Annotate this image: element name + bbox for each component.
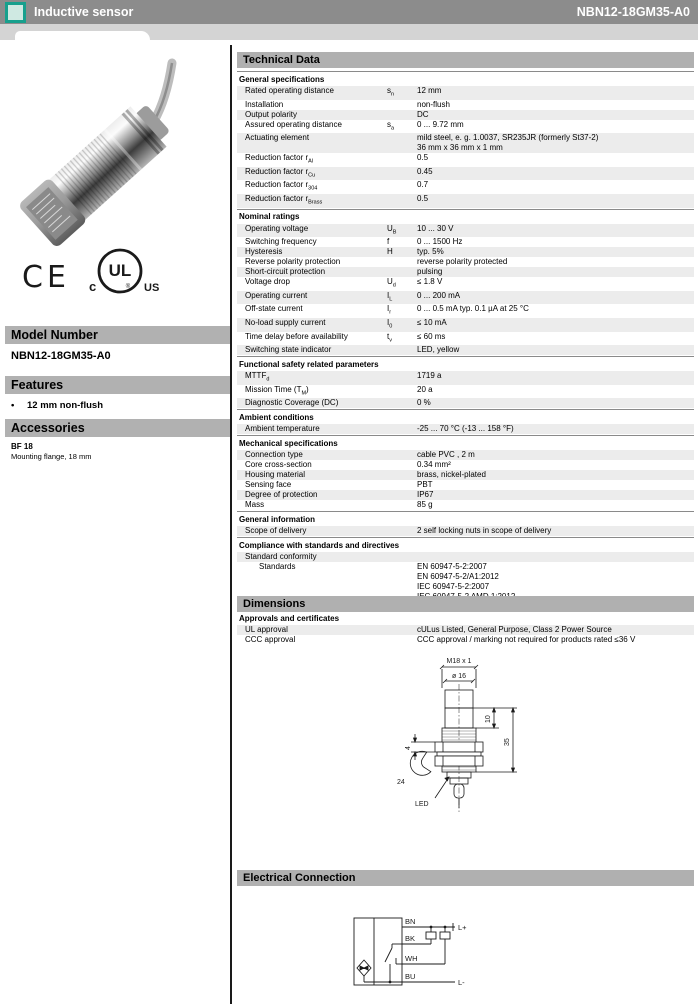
spec-value: 0 % <box>417 398 431 408</box>
spec-symbol <box>387 267 417 277</box>
spec-symbol <box>387 180 417 194</box>
spec-symbol <box>387 480 417 490</box>
spec-label: Switching state indicator <box>245 345 332 355</box>
cap-length-label: 10 <box>485 715 492 723</box>
header-model-number: NBN12-18GM35-A0 <box>576 5 690 19</box>
model-number-heading: Model Number <box>5 326 230 344</box>
spec-label: Connection type <box>245 450 303 460</box>
spec-row <box>237 424 694 434</box>
spec-symbol <box>387 552 417 562</box>
ce-mark-icon <box>22 258 78 294</box>
spec-symbol: $t_v$ <box>387 331 392 344</box>
spec-row <box>237 194 694 208</box>
spec-row <box>237 291 694 305</box>
spec-row <box>237 526 694 536</box>
spec-value: 0 ... 1500 Hz <box>417 237 463 247</box>
header-substrip <box>0 24 698 40</box>
ul-mark-icon <box>88 246 166 298</box>
spec-row <box>237 490 694 500</box>
spec-value: IP67 <box>417 490 434 500</box>
spec-label: Voltage drop <box>245 277 290 287</box>
spec-row <box>237 385 694 399</box>
spec-symbol: $U_B$ <box>387 223 397 236</box>
spec-row <box>237 345 694 355</box>
accessory-name: BF 18 <box>11 442 33 451</box>
bullet-icon: • <box>11 400 15 411</box>
spec-symbol: $I_L$ <box>387 290 393 303</box>
spec-symbol <box>387 500 417 510</box>
terminal-lplus-label: L+ <box>458 923 467 932</box>
spec-symbol: f <box>387 237 390 247</box>
spec-row <box>237 247 694 257</box>
spec-symbol <box>387 490 417 500</box>
spec-label: Installation <box>245 99 284 109</box>
spec-value: cable PVC , 2 m <box>417 450 475 460</box>
spec-label: Actuating element <box>245 133 310 143</box>
wrench-size-label: 24 <box>397 779 405 786</box>
spec-symbol <box>387 470 417 480</box>
spec-symbol <box>387 133 417 153</box>
column-divider <box>230 45 232 1004</box>
spec-row <box>237 470 694 480</box>
spec-row <box>237 267 694 277</box>
spec-value: typ. 5% <box>417 247 444 257</box>
spec-label: Diagnostic Coverage (DC) <box>245 398 339 408</box>
spec-symbol <box>387 450 417 460</box>
spec-row <box>237 277 694 291</box>
spec-label: Operating voltage <box>245 223 309 233</box>
wire-bn-label: BN <box>405 917 416 926</box>
spec-row <box>237 552 694 562</box>
spec-row <box>237 257 694 267</box>
spec-symbol <box>387 635 417 645</box>
spec-section-title: Ambient conditions <box>237 409 694 424</box>
spec-symbol <box>387 460 417 470</box>
spec-label: Short-circuit protection <box>245 267 326 277</box>
spec-value: 0 ... 9.72 mm <box>417 119 464 129</box>
nut-thickness-label: 4 <box>405 746 412 750</box>
spec-symbol <box>387 100 417 110</box>
spec-symbol <box>387 345 417 355</box>
spec-section-title: General specifications <box>237 71 694 86</box>
spec-label: Standards <box>259 562 296 572</box>
spec-symbol: $U_d$ <box>387 277 396 289</box>
spec-label: Reduction factor $r_{Cu}$ <box>245 166 316 179</box>
spec-symbol <box>387 153 417 167</box>
spec-section-title: Compliance with standards and directives <box>237 537 694 552</box>
model-number-value: NBN12-18GM35-A0 <box>11 350 111 362</box>
accessory-description: Mounting flange, 18 mm <box>11 452 92 461</box>
spec-symbol <box>387 371 417 385</box>
spec-symbol: $I_0$ <box>387 317 393 330</box>
spec-symbol: H <box>387 247 393 257</box>
electrical-connection-heading: Electrical Connection <box>237 870 694 886</box>
spec-row <box>237 180 694 194</box>
spec-row <box>237 332 694 346</box>
spec-label: Mass <box>245 500 265 510</box>
dimensions-heading: Dimensions <box>237 596 694 612</box>
svg-text:UL: UL <box>108 261 132 280</box>
spec-value: 1719 a <box>417 371 442 381</box>
spec-value: EN 60947-5-2:2007 EN 60947-5-2/A1:2012 IEC 60947-5-2:2007 <box>417 562 499 592</box>
spec-label: Operating current <box>245 290 308 300</box>
spec-label: Reverse polarity protection <box>245 257 341 267</box>
spec-value: 0 ... 200 mA <box>417 290 461 300</box>
spec-row <box>237 86 694 100</box>
technical-data-heading: Technical Data <box>237 52 694 68</box>
spec-row <box>237 304 694 318</box>
dimension-drawing <box>395 650 630 830</box>
spec-row <box>237 450 694 460</box>
spec-value: 0 ... 0.5 mA typ. 0.1 µA at 25 °C <box>417 304 529 314</box>
spec-label: Rated operating distance <box>245 86 334 95</box>
spec-label: Ambient temperature <box>245 424 320 434</box>
spec-label: Time delay before availability <box>245 331 348 341</box>
spec-symbol <box>387 385 417 399</box>
spec-symbol <box>387 398 417 408</box>
spec-label: Reduction factor $r_{Al}$ <box>245 153 314 165</box>
spec-value: -25 ... 70 °C (-13 ... 158 °F) <box>417 424 514 434</box>
spec-row <box>237 460 694 470</box>
spec-symbol <box>387 424 417 434</box>
spec-label: Reduction factor $r_{Brass}$ <box>245 193 323 206</box>
spec-label: Housing material <box>245 470 306 480</box>
spec-row <box>237 625 694 635</box>
spec-symbol: $s_a$ <box>387 119 395 132</box>
spec-row <box>237 500 694 510</box>
spec-label: Output polarity <box>245 109 298 119</box>
spec-label: UL approval <box>245 625 288 635</box>
svg-text:US: US <box>144 282 160 294</box>
spec-row <box>237 110 694 120</box>
wire-bu-label: BU <box>405 972 416 981</box>
spec-row <box>237 167 694 181</box>
terminal-lminus-label: L- <box>458 978 465 987</box>
spec-value: ≤ 60 ms <box>417 331 446 341</box>
spec-label: Reduction factor $r_{304}$ <box>245 180 318 192</box>
spec-label: Standard conformity <box>245 552 317 562</box>
svg-text:CE: CE <box>22 260 70 294</box>
wire-wh-label: WH <box>405 954 418 963</box>
spec-label: CCC approval <box>245 635 296 645</box>
spec-value: 0.45 <box>417 166 433 176</box>
spec-symbol <box>387 526 417 536</box>
spec-section-title: Approvals and certificates <box>237 610 694 625</box>
wire-bk-label: BK <box>405 934 416 943</box>
spec-symbol <box>387 110 417 120</box>
brand-icon <box>5 2 26 23</box>
spec-value: cULus Listed, General Purpose, Class 2 Power Source <box>417 625 612 635</box>
spec-value: 20 a <box>417 384 433 394</box>
spec-row <box>237 120 694 134</box>
spec-value: mild steel, e. g. 1.0037, SR235JR (formerly St37-2) 36 mm x 36 mm x 1 mm <box>417 133 599 153</box>
spec-label: Assured operating distance <box>245 119 342 129</box>
spec-label: Hysteresis <box>245 247 283 257</box>
product-photo <box>8 57 223 253</box>
spec-label: Scope of delivery <box>245 526 307 536</box>
spec-label: Mission Time $(T_M)$ <box>245 384 309 397</box>
spec-row <box>237 318 694 332</box>
spec-section-title: Nominal ratings <box>237 209 694 224</box>
wiring-diagram <box>340 900 520 1000</box>
spec-label: $MTTF_d$ <box>245 371 270 383</box>
spec-label: Degree of protection <box>245 490 318 500</box>
spec-section-title: General information <box>237 511 694 526</box>
technical-data-table <box>237 70 694 645</box>
spec-symbol <box>387 194 417 208</box>
spec-row <box>237 153 694 167</box>
spec-value: 10 ... 30 V <box>417 223 454 233</box>
diameter-label: ø 16 <box>451 673 467 680</box>
spec-symbol: $s_n$ <box>387 86 395 98</box>
spec-value: DC <box>417 109 429 119</box>
spec-value: ≤ 1.8 V <box>417 277 443 287</box>
spec-row <box>237 100 694 110</box>
spec-value: pulsing <box>417 267 443 277</box>
spec-label: Switching frequency <box>245 237 317 247</box>
spec-value: PBT <box>417 480 433 490</box>
body-length-label: 35 <box>504 738 511 746</box>
spec-row <box>237 480 694 490</box>
spec-value: 12 mm <box>417 86 442 95</box>
spec-value: LED, yellow <box>417 345 460 355</box>
spec-value: reverse polarity protected <box>417 257 508 267</box>
product-family-title: Inductive sensor <box>34 5 134 19</box>
sensor-body <box>18 96 178 248</box>
header-bar <box>0 0 698 24</box>
spec-section-title: Mechanical specifications <box>237 435 694 450</box>
spec-row <box>237 224 694 238</box>
spec-label: Off-state current <box>245 304 303 314</box>
spec-value: 85 g <box>417 500 433 510</box>
spec-value: ≤ 10 mA <box>417 317 447 327</box>
led-label: LED <box>415 801 429 808</box>
spec-value <box>417 552 694 562</box>
spec-row <box>237 237 694 247</box>
wrench-icon <box>408 750 431 777</box>
spec-symbol <box>387 167 417 181</box>
thread-label: M18 x 1 <box>446 658 472 665</box>
spec-label: Core cross-section <box>245 460 312 470</box>
spec-value: 2 self locking nuts in scope of delivery <box>417 526 552 536</box>
accessories-heading: Accessories <box>5 419 230 437</box>
spec-value: 0.5 <box>417 153 429 163</box>
spec-section-title: Functional safety related parameters <box>237 356 694 371</box>
feature-item <box>11 400 103 411</box>
feature-text: 12 mm non-flush <box>27 400 104 411</box>
page-curl-decoration <box>15 31 150 40</box>
spec-label: Sensing face <box>245 480 292 490</box>
spec-value: brass, nickel-plated <box>417 470 486 480</box>
features-heading: Features <box>5 376 230 394</box>
svg-text:c: c <box>89 279 97 294</box>
spec-symbol <box>387 625 417 635</box>
spec-value: CCC approval / marking not required for products rated ≤36 V <box>417 635 636 645</box>
spec-symbol <box>387 257 417 267</box>
spec-label: No-load supply current <box>245 317 326 327</box>
spec-value: 0.34 mm² <box>417 460 451 470</box>
spec-value: 0.5 <box>417 193 429 203</box>
spec-row <box>237 371 694 385</box>
spec-row <box>237 635 694 645</box>
spec-value: non-flush <box>417 99 450 109</box>
svg-text:®: ® <box>125 284 131 290</box>
spec-row <box>237 133 694 153</box>
spec-value: 0.7 <box>417 180 429 190</box>
spec-symbol: $I_r$ <box>387 304 392 316</box>
spec-row <box>237 398 694 408</box>
